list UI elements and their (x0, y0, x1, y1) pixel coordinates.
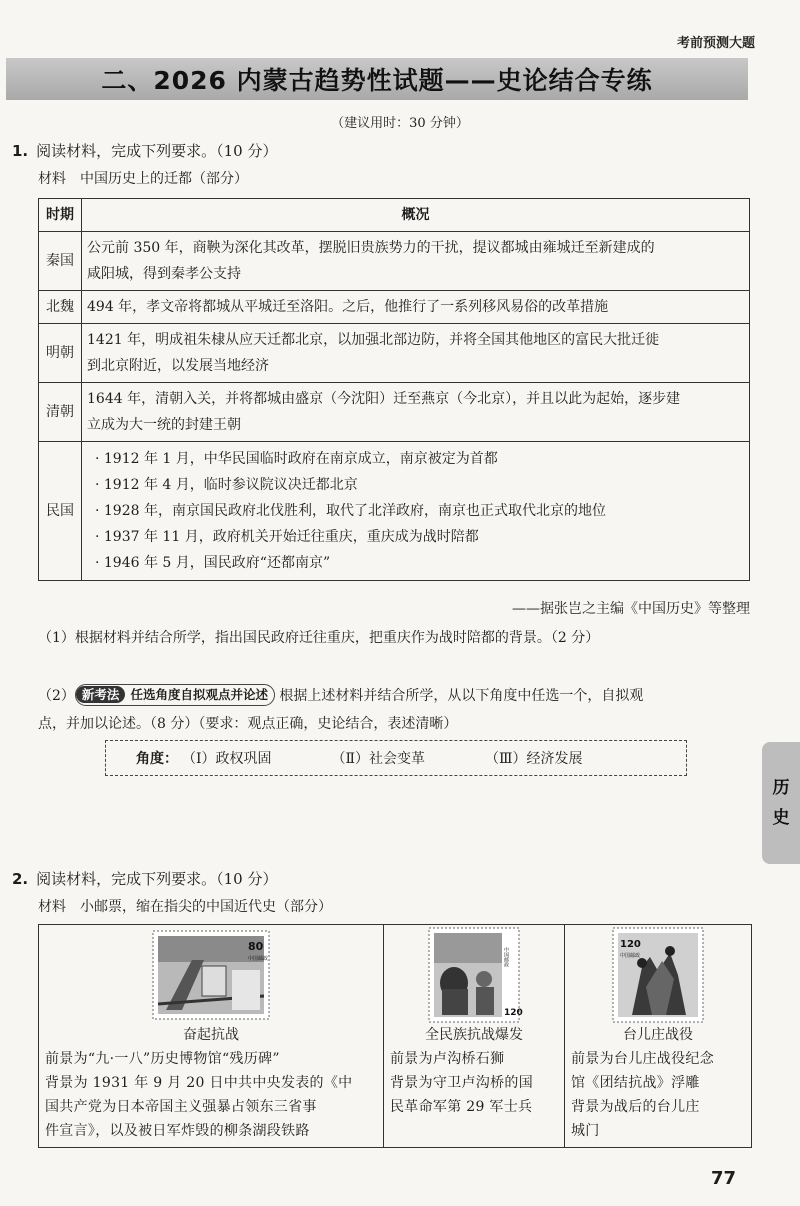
desc-line: 国共产党为日本帝国主义强暴占领东三省事 (45, 1099, 317, 1115)
desc-line: 前景为卢沟桥石狮 (390, 1051, 505, 1067)
period-cell: 清朝 (39, 383, 82, 442)
table-row (39, 383, 750, 442)
stamp-image-taierzhuang (612, 927, 704, 1023)
stamp-country: 中国邮政 (503, 947, 509, 967)
table-row (39, 291, 750, 324)
q1-stem (12, 140, 278, 161)
desc-line: 城门 (571, 1123, 600, 1139)
angles-label: 角度： (136, 751, 178, 767)
desc-line: 背景为 1931 年 9 月 20 日中共中央发表的《中 (45, 1075, 353, 1091)
period-cell: 北魏 (39, 291, 82, 324)
section-banner (6, 58, 748, 100)
angles-box (105, 740, 687, 776)
q1-stem-text: 阅读材料，完成下列要求。（10 分） (36, 142, 278, 160)
overview-line: · 1937 年 11 月，政府机关开始迁往重庆，重庆成为战时陪都 (95, 529, 479, 545)
stamp-country: 中国邮政 (620, 953, 641, 959)
overview-line: · 1946 年 5 月，国民政府“还都南京” (95, 555, 331, 571)
overview-line: 1421 年，明成祖朱棣从应天迁都北京，以加强北部边防，并将全国其他地区的富民大批迁徙 (87, 332, 660, 348)
overview-line: 494 年，孝文帝将都城从平城迁至洛阳。之后，他推行了一系列移风易俗的改革措施 (87, 299, 609, 315)
q1-number: 1. (12, 142, 29, 160)
desc-line: 前景为台儿庄战役纪念 (571, 1051, 714, 1067)
table-row (39, 324, 750, 383)
stamp-value: 120 (620, 939, 641, 950)
subject-side-tab (762, 742, 800, 864)
desc-line: 前景为“九·一八”历史博物馆“残历碑” (45, 1051, 280, 1067)
q1-sub2 (38, 682, 753, 738)
q1-sub2-line2: 点，并加以论述。（8 分）（要求：观点正确，史论结合，表述清晰） (38, 716, 458, 732)
stamp-description (565, 1047, 751, 1147)
q2-material-title (38, 896, 332, 916)
relocation-table (38, 198, 750, 581)
overview-cell (82, 291, 750, 324)
overview-line: 公元前 350 年，商鞅为深化其改革，摆脱旧贵族势力的干扰，提议都城由雍城迁至新建成的 (87, 240, 655, 256)
header-period: 时期 (39, 199, 82, 232)
q1-material-name: 中国历史上的迁都（部分） (80, 171, 248, 187)
period-cell: 秦国 (39, 232, 82, 291)
overview-line: 到北京附近，以发展当地经济 (87, 358, 269, 374)
stamp-caption: 台儿庄战役 (623, 1027, 693, 1043)
q1-sub2-prefix: （2） (38, 688, 75, 704)
stamps-table (38, 924, 752, 1148)
stamp-caption: 奋起抗战 (183, 1027, 239, 1043)
stamp-caption: 全民族抗战爆发 (425, 1027, 523, 1043)
desc-line: 馆《团结抗战》浮雕 (571, 1075, 700, 1091)
overview-line: 咸阳城，得到秦孝公支持 (87, 266, 241, 282)
period-cell: 民国 (39, 442, 82, 581)
page-number: 77 (710, 1168, 736, 1189)
stamp-value: 120 (504, 1008, 523, 1018)
angle-option: （Ⅱ）社会变革 (331, 751, 426, 767)
table-row (39, 232, 750, 291)
stamp-description (384, 1047, 564, 1123)
badge-text: 任选角度自拟观点并论述 (130, 687, 268, 702)
q2-number: 2. (12, 870, 29, 888)
stamp-cell (565, 925, 752, 1148)
q2-material-tag: 材料 (38, 899, 66, 915)
overview-line: · 1912 年 4 月，临时参议院议决迁都北京 (95, 477, 358, 493)
overview-line: · 1928 年，南京国民政府北伐胜利，取代了北洋政府，南京也正式取代北京的地位 (95, 503, 606, 519)
table-row (39, 442, 750, 581)
angle-option: （Ⅰ）政权巩固 (182, 751, 272, 767)
header-overview: 概况 (82, 199, 750, 232)
q2-material-name: 小邮票，缩在指尖的中国近代史（部分） (80, 899, 332, 915)
section-tag: 考前预测大题 (676, 36, 755, 51)
new-method-badge (75, 684, 275, 706)
stamp-cell (39, 925, 384, 1148)
q1-material-title (38, 168, 248, 188)
time-note: （建议用时：30 分钟） (331, 116, 469, 131)
banner-title: 二、2026 内蒙古趋势性试题——史论结合专练 (101, 66, 653, 95)
desc-line: 背景为守卫卢沟桥的国 (390, 1075, 533, 1091)
q2-stem-text: 阅读材料，完成下列要求。（10 分） (36, 870, 278, 888)
overview-line: 立成为大一统的封建王朝 (87, 417, 241, 433)
overview-line: · 1912 年 1 月，中华民国临时政府在南京成立，南京被定为首都 (95, 451, 498, 467)
side-tab-char: 史 (772, 808, 790, 828)
stamp-country: 中国邮政 (248, 956, 269, 962)
desc-line: 背景为战后的台儿庄 (571, 1099, 700, 1115)
overview-cell (82, 383, 750, 442)
stamp-image-war-outbreak (428, 927, 523, 1023)
stamp-description (39, 1047, 383, 1147)
q1-sub2-line1: 根据上述材料并结合所学，从以下角度中任选一个，自拟观 (279, 688, 644, 704)
stamp-image-resistance (152, 930, 270, 1020)
side-tab-char: 历 (772, 778, 790, 798)
overview-line: 1644 年，清朝入关，并将都城由盛京（今沈阳）迁至燕京（今北京），并且以此为起始，逐步建 (87, 391, 681, 407)
desc-line: 件宣言》，以及被日军炸毁的柳条湖段铁路 (45, 1123, 310, 1139)
q1-material-tag: 材料 (38, 171, 66, 187)
badge-pill: 新考法 (76, 686, 126, 703)
overview-cell (82, 324, 750, 383)
overview-cell (82, 232, 750, 291)
q2-stem (12, 868, 278, 889)
period-cell: 明朝 (39, 324, 82, 383)
stamp-value: 80 (248, 940, 264, 953)
overview-cell (82, 442, 750, 581)
q1-sub1: （1）根据材料并结合所学，指出国民政府迁往重庆，把重庆作为战时陪都的背景。（2 分） (38, 630, 600, 646)
material-source: ——据张岂之主编《中国历史》等整理 (512, 601, 750, 617)
desc-line: 民革命军第 29 军士兵 (390, 1099, 533, 1115)
angle-option: （Ⅲ）经济发展 (485, 751, 583, 767)
stamp-cell (384, 925, 565, 1148)
table-header-row (39, 199, 750, 232)
